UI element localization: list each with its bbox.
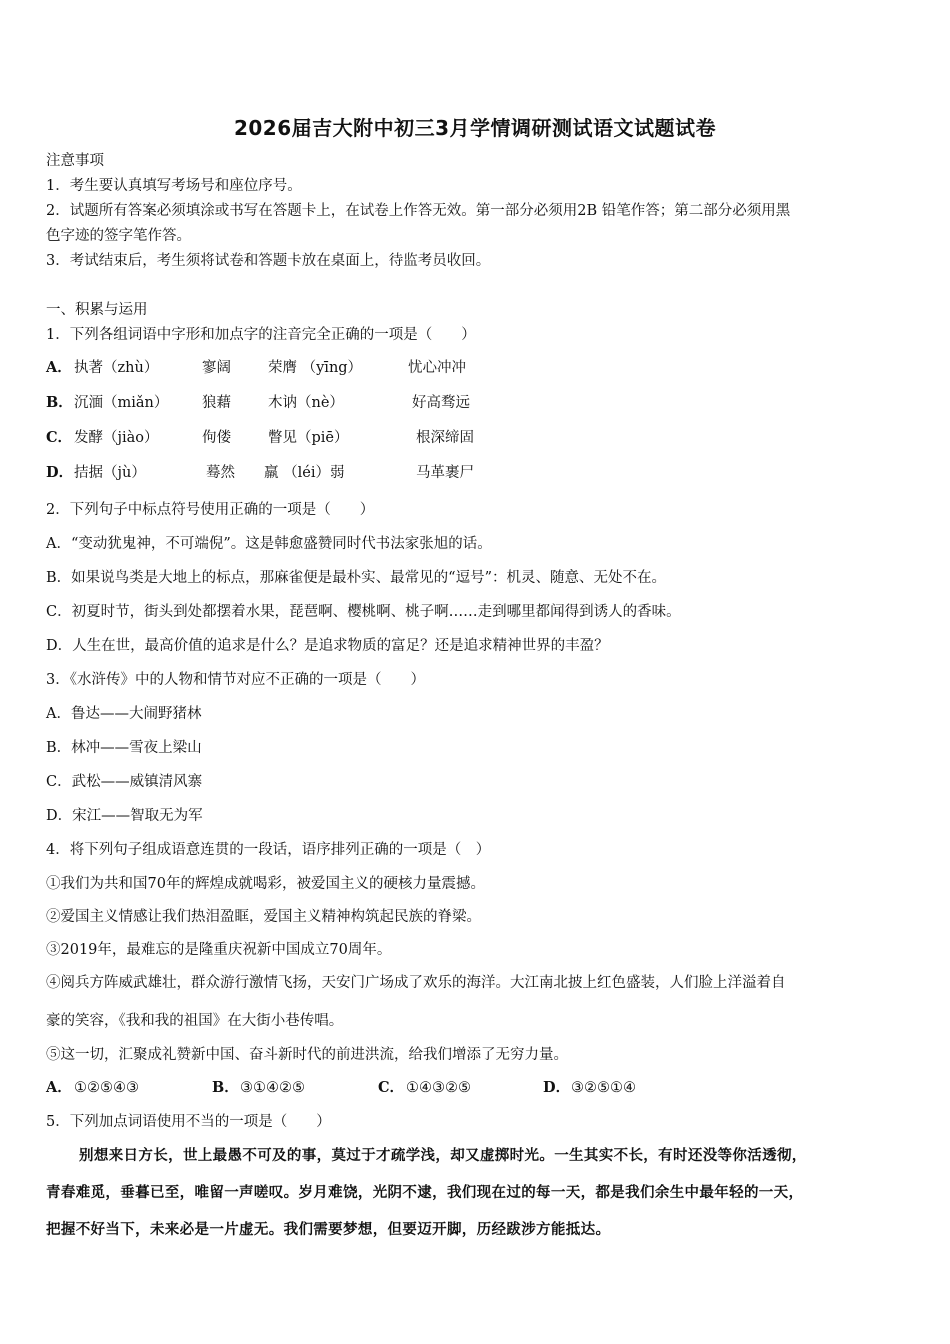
question-4-sentence: ②爱国主义情感让我们热泪盈眶，爱国主义精神构筑起民族的脊梁。 [46, 909, 481, 925]
option-word: 沉湎（miǎn） [74, 395, 169, 411]
notice-item: 3．考试结束后，考生须将试卷和答题卡放在桌面上，待监考员收回。 [46, 253, 491, 269]
notice-item: 色字迹的签字笔作答。 [46, 228, 191, 244]
option-label: C． [46, 429, 73, 446]
question-5-stem: 5．下列加点词语使用不当的一项是（ ） [46, 1114, 331, 1130]
option-word: 蓦然 [206, 465, 235, 481]
option-word: 瞥见（piē） [268, 430, 349, 446]
option-text: ①④③②⑤ [406, 1080, 471, 1096]
option-label: A． [46, 359, 72, 376]
passage-line: 把握不好当下，未来必是一片虚无。我们需要梦想，但要迈开脚，历经跋涉方能抵达。 [46, 1221, 611, 1238]
section-heading: 一、积累与运用 [46, 302, 148, 318]
notice-item: 1．考生要认真填写考场号和座位序号。 [46, 178, 302, 194]
question-3-option-a: A．鲁达——大闹野猪林 [46, 706, 202, 722]
question-2-option-b: B．如果说鸟类是大地上的标点，那麻雀便是最朴实、最常见的“逗号”：机灵、随意、无处不在。 [46, 570, 666, 586]
option-word: 发酵（jiào） [74, 430, 159, 446]
question-3-option-b: B．林冲——雪夜上梁山 [46, 740, 202, 756]
option-word: 执著（zhù） [74, 360, 159, 376]
question-4-sentence: ①我们为共和国70年的辉煌成就喝彩，被爱国主义的硬核力量震撼。 [46, 876, 485, 892]
option-word: 寥阔 [202, 360, 231, 376]
option-label: D． [46, 464, 74, 481]
option-label: B． [212, 1079, 239, 1096]
option-word: 狼藉 [202, 395, 231, 411]
option-text: ①②⑤④③ [74, 1080, 139, 1096]
notice-item: 2．试题所有答案必须填涂或书写在答题卡上，在试卷上作答无效。第一部分必须用2B 铅笔作答；第二部分必须用黑 [46, 203, 791, 219]
question-4-sentence: ③2019年，最难忘的是隆重庆祝新中国成立70周年。 [46, 942, 392, 958]
option-label: B． [46, 394, 73, 411]
question-1-stem: 1．下列各组词语中字形和加点字的注音完全正确的一项是（ ） [46, 327, 476, 343]
question-3-option-c: C．武松——威镇清风寨 [46, 774, 203, 790]
page-title: 2026届吉大附中初三3月学情调研测试语文试题试卷 [233, 116, 717, 140]
notice-heading: 注意事项 [46, 153, 104, 169]
question-5-passage [46, 1137, 906, 1248]
option-word: 好高骛远 [412, 395, 470, 411]
option-label: A． [46, 1079, 72, 1096]
question-4-sentence: ⑤这一切，汇聚成礼赞新中国、奋斗新时代的前进洪流，给我们增添了无穷力量。 [46, 1047, 568, 1063]
question-2-option-c: C．初夏时节，街头到处都摆着水果，琵琶啊、樱桃啊、桃子啊……走到哪里都闻得到诱人的香味。 [46, 604, 681, 620]
passage-line: 别想来日方长，世上最愚不可及的事，莫过于才疏学浅，却又虚掷时光。一生其实不长，有时还没等你活透彻， [79, 1147, 807, 1164]
option-label: D． [543, 1079, 571, 1096]
option-word: 忧心冲冲 [408, 360, 466, 376]
question-4-stem: 4．将下列句子组成语意连贯的一段话，语序排列正确的一项是（ ） [46, 842, 491, 858]
option-label: C． [378, 1079, 405, 1096]
option-word: 根深缔固 [416, 430, 474, 446]
question-3-option-d: D．宋江——智取无为军 [46, 808, 203, 824]
option-text: ③①④②⑤ [240, 1080, 305, 1096]
option-word: 荣膺 （yīng） [268, 360, 363, 376]
question-2-option-d: D．人生在世，最高价值的追求是什么？是追求物质的富足？还是追求精神世界的丰盈？ [46, 638, 609, 654]
option-word: 羸 （léi）弱 [264, 465, 345, 481]
question-4-sentence: ④阅兵方阵威武雄壮，群众游行激情飞扬，天安门广场成了欢乐的海洋。大江南北披上红色盛装，人们脸上洋溢着自 [46, 975, 786, 991]
question-3-stem: 3．《水浒传》中的人物和情节对应不正确的一项是（ ） [46, 672, 425, 688]
question-2-stem: 2．下列句子中标点符号使用正确的一项是（ ） [46, 502, 375, 518]
question-2-option-a: A．“变动犹鬼神，不可端倪”。这是韩愈盛赞同时代书法家张旭的话。 [46, 536, 492, 552]
option-word: 马革裹尸 [416, 465, 474, 481]
option-word: 木讷（nè） [268, 395, 344, 411]
option-text: ③②⑤①④ [571, 1080, 636, 1096]
option-word: 佝偻 [202, 430, 231, 446]
option-word: 拮据（jù） [74, 465, 146, 481]
passage-line: 青春难觅，垂暮已至，唯留一声嗟叹。岁月难饶，光阴不逮，我们现在过的每一天，都是我们余生中最年轻的一天， [46, 1184, 804, 1201]
question-4-sentence: 豪的笑容，《我和我的祖国》在大街小巷传唱。 [46, 1013, 344, 1029]
